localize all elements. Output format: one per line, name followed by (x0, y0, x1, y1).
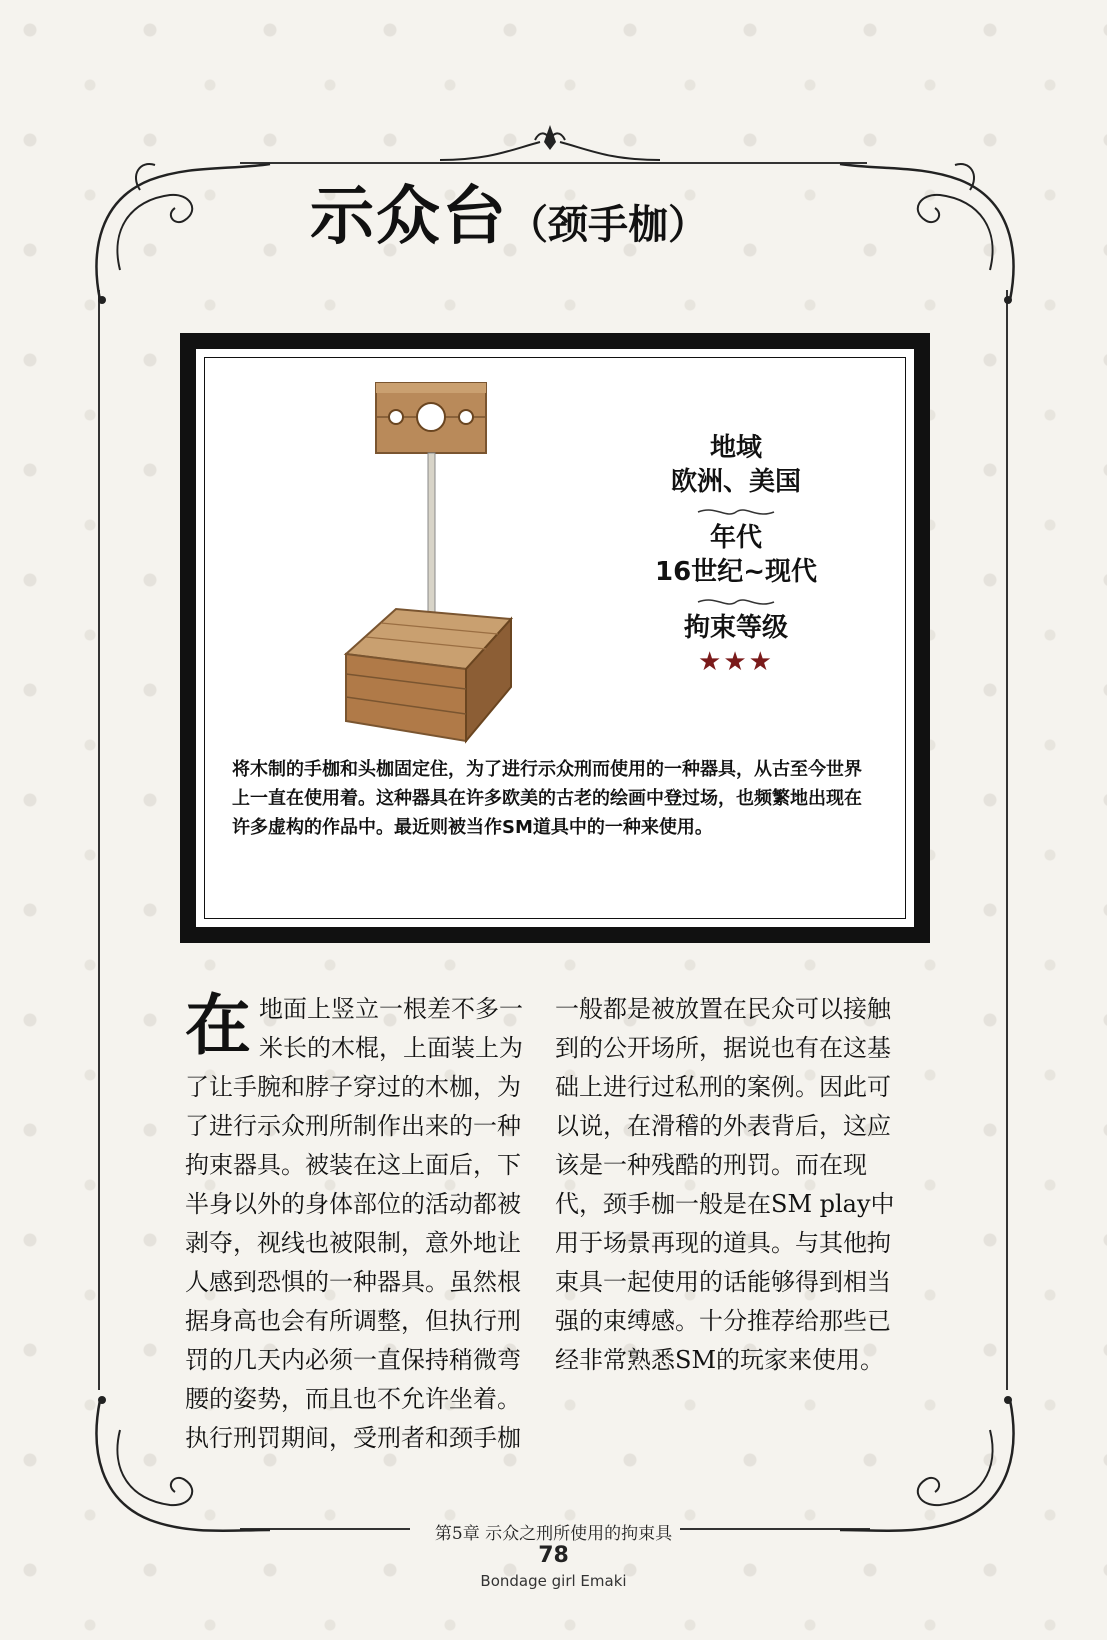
body-column-left (185, 986, 535, 1458)
info-card (180, 333, 930, 943)
restraint-stars: ★★★ (698, 647, 774, 677)
top-center-ornament (430, 120, 670, 170)
info-card-inner (194, 347, 916, 929)
book-title: Bondage girl Emaki (480, 1572, 627, 1590)
item-description: 将木制的手枷和头枷固定住，为了进行示众刑而使用的一种器具，从古至今世界上一直在使用着。这种器具在许多欧美的古老的绘画中登过场，也频繁地出现在许多虚构的作品中。最近则被当作SM道具中的一种来使用。 (232, 759, 862, 838)
corner-ornament-top-right (830, 150, 1030, 310)
page-title (310, 165, 830, 254)
body-text-left: 地面上竖立一根差不多一米长的木棍，上面装上为了让手腕和脖子穿过的木枷，为了进行示众刑所制作出来的一种拘束器具。被装在这上面后，下半身以外的身体部位的活动都被剥夺，视线也被限制，意外地让人感到恐惧的一种器具。虽然根据身高也会有所调整，但执行刑罚的几天内必须一直保持稍微弯腰的姿势，而且也不允许坐着。执行刑罚期间，受刑者和颈手枷 (185, 995, 523, 1452)
body-column-right (555, 990, 905, 1380)
title-main: 示众台 (310, 179, 508, 254)
divider-ornament (696, 595, 776, 609)
divider-ornament (696, 505, 776, 519)
title-sub: （颈手枷） (508, 201, 708, 248)
era-value: 16世纪~现代 (655, 557, 817, 587)
region-value: 欧洲、美国 (670, 467, 801, 497)
restraint-label: 拘束等级 (683, 613, 788, 643)
corner-ornament-top-left (80, 150, 280, 310)
frame-left-line (98, 290, 100, 1390)
pillory-illustration (336, 369, 556, 749)
info-column (636, 431, 836, 679)
drop-cap: 在 (185, 986, 251, 1064)
body-text-right: 一般都是被放置在民众可以接触到的公开场所，据说也有在这基础上进行过私刑的案例。因此可以说，在滑稽的外表背后，这应该是一种残酷的刑罚。而在现代，颈手枷一般是在SM play中用于场景再现的道具。与其他拘束具一起使用的话能够得到相当强的束缚感。十分推荐给那些已经非常熟悉SM的玩家来使用。 (555, 995, 895, 1374)
era-label: 年代 (709, 523, 762, 553)
region-label: 地域 (709, 433, 762, 463)
chapter-footer: 第5章 示众之刑所使用的拘束具 (434, 1524, 673, 1544)
frame-right-line (1006, 290, 1008, 1390)
page-number: 78 (538, 1543, 569, 1568)
